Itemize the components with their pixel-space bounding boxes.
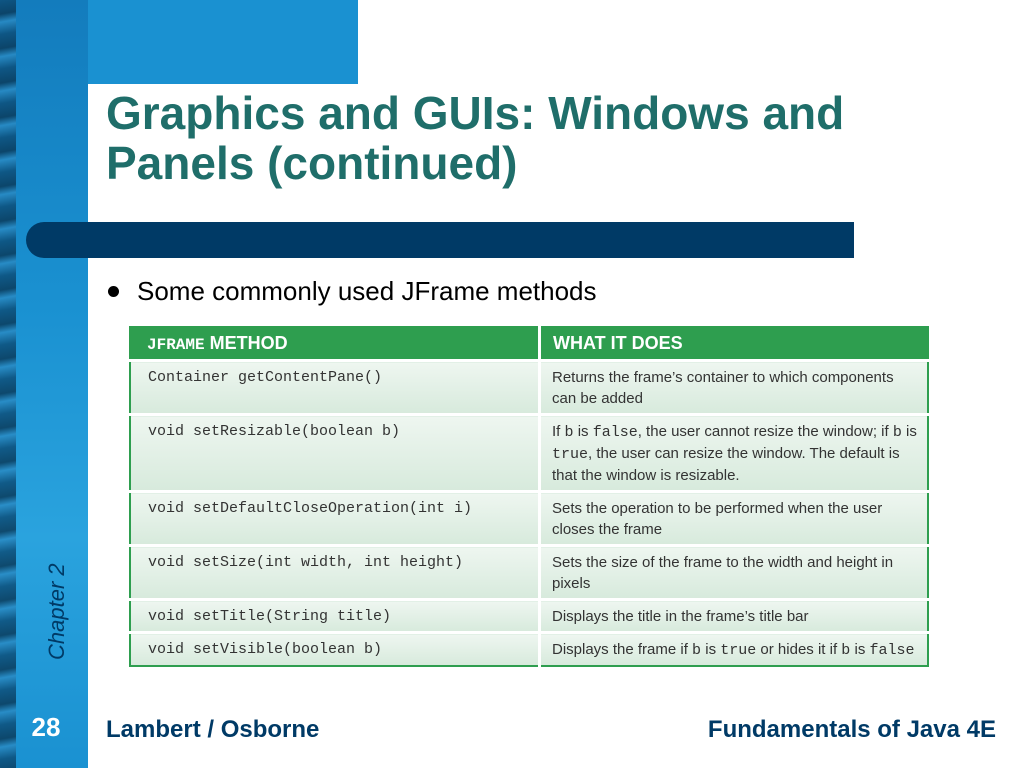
- bullet-icon: [108, 286, 119, 297]
- description-text: Displays the title in the frame’s title bar: [552, 608, 809, 625]
- table-row: [130, 600, 928, 633]
- method-description: [540, 361, 929, 415]
- description-text: Sets the operation to be performed when the user closes the frame: [552, 500, 883, 538]
- header-method-mono: JFRAME: [147, 336, 205, 354]
- description-text: or hides it if: [756, 641, 842, 658]
- description-text: is: [701, 641, 721, 658]
- method-description: [540, 546, 929, 600]
- code-fragment: true: [720, 642, 757, 659]
- method-signature: void setTitle(String title): [130, 600, 540, 633]
- table-row: [130, 546, 928, 600]
- code-fragment: b: [564, 424, 574, 441]
- page-number: 28: [31, 712, 61, 742]
- code-fragment: false: [869, 642, 915, 659]
- left-decor-edge: [0, 0, 16, 768]
- header-method: [130, 327, 540, 361]
- header-description: WHAT IT DOES: [540, 327, 929, 361]
- slide-title: Graphics and GUIs: Windows and Panels (continued): [106, 87, 845, 189]
- description-text: Returns the frame’s container to which components can be added: [552, 369, 894, 407]
- method-description: [540, 633, 929, 667]
- bullet-item: [108, 272, 597, 310]
- table-row: [130, 361, 928, 415]
- code-fragment: b: [841, 642, 851, 659]
- table-header-row: [130, 327, 928, 361]
- method-signature: Container getContentPane(): [130, 361, 540, 415]
- description-text: is: [850, 641, 870, 658]
- footer-book-title: Fundamentals of Java 4E: [707, 716, 996, 743]
- table-row: [130, 415, 928, 492]
- description-text: Displays the frame if: [552, 641, 693, 658]
- method-description: [540, 492, 929, 546]
- header-method-label: METHOD: [204, 333, 288, 353]
- code-fragment: false: [592, 424, 638, 441]
- description-text: If: [552, 423, 565, 440]
- footer-authors: Lambert / Osborne: [106, 716, 320, 743]
- method-description: [540, 600, 929, 633]
- description-text: , the user can resize the window. The default is that the window is resizable.: [552, 445, 900, 484]
- method-signature: void setSize(int width, int height): [130, 546, 540, 600]
- method-signature: void setDefaultCloseOperation(int i): [130, 492, 540, 546]
- description-text: is: [901, 423, 917, 440]
- code-fragment: b: [892, 424, 902, 441]
- title-underline-bar: [26, 222, 854, 258]
- method-signature: void setResizable(boolean b): [130, 415, 540, 492]
- table-row: [130, 633, 928, 667]
- description-text: , the user cannot resize the window; if: [637, 423, 893, 440]
- method-signature: void setVisible(boolean b): [130, 633, 540, 667]
- chapter-label: Chapter 2: [44, 563, 69, 660]
- method-description: [540, 415, 929, 492]
- code-fragment: b: [692, 642, 702, 659]
- description-text: Sets the size of the frame to the width and height in pixels: [552, 554, 894, 592]
- table-body: [130, 361, 928, 667]
- description-text: is: [573, 423, 593, 440]
- code-fragment: true: [552, 446, 589, 463]
- jframe-methods-table: [129, 326, 929, 667]
- table-row: [130, 492, 928, 546]
- bullet-text: Some commonly used JFrame methods: [137, 275, 597, 306]
